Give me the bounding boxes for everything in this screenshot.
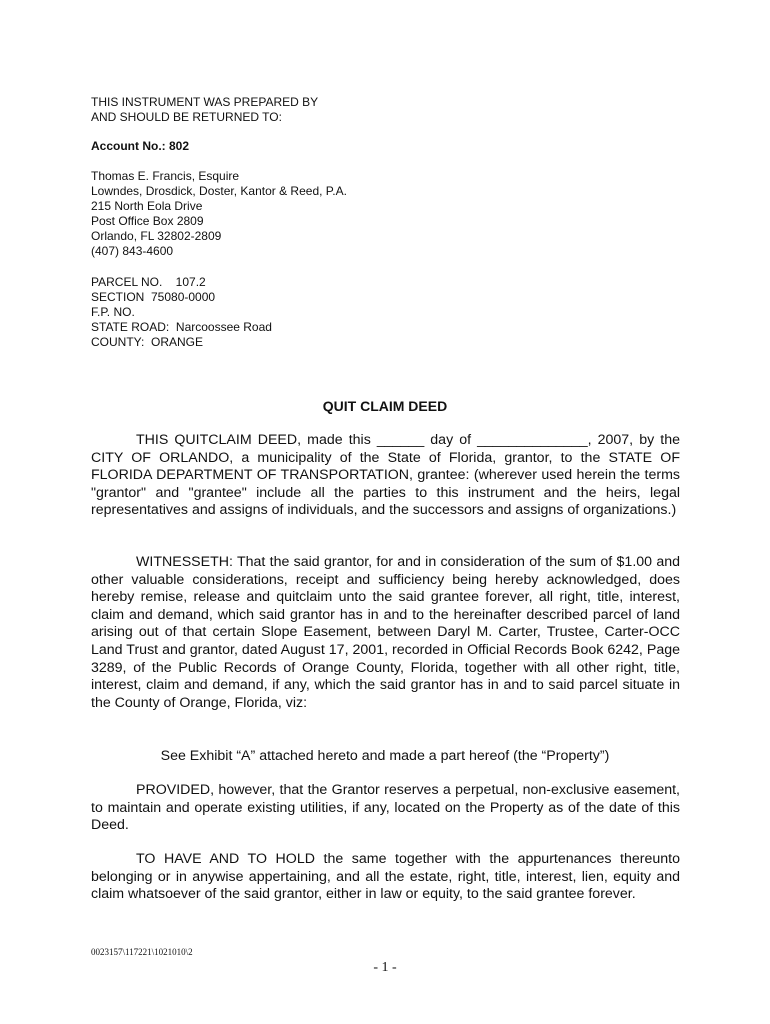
- preparer-firm: Lowndes, Drosdick, Doster, Kantor & Reed, P.A.: [91, 184, 347, 198]
- document-id: 0023157\117221\1021010\2: [91, 947, 193, 957]
- provided-text: PROVIDED, however, that the Grantor reserves a perpetual, non-exclusive easement, to maintain and operate existing utilities, if any, located on the Property as of the date of this Deed.: [91, 782, 680, 834]
- exhibit-reference: See Exhibit “A” attached hereto and made a part hereof (the “Property”): [160, 748, 610, 764]
- section-number: SECTION 75080-0000: [91, 290, 216, 304]
- county: COUNTY: ORANGE: [91, 335, 204, 349]
- document-title: QUIT CLAIM DEED: [322, 398, 448, 414]
- parcel-number: PARCEL NO. 107.2: [91, 275, 206, 289]
- page-number: - 1 -: [373, 960, 397, 975]
- parcel-info-block: [91, 275, 272, 350]
- preparer-address-block: [91, 169, 347, 259]
- fp-number: F.P. NO.: [91, 305, 135, 319]
- prepared-by-line2: AND SHOULD BE RETURNED TO:: [91, 110, 282, 124]
- provided-paragraph: [91, 782, 680, 835]
- preparer-name: Thomas E. Francis, Esquire: [91, 169, 240, 183]
- witnesseth-text: WITNESSETH: That the said grantor, for and in consideration of the sum of $1.00 and other valuable considerations, receipt and sufficiency being hereby acknowledged, does hereby remise, release and quitclaim unto the said grantee forever, all right, title, interest, claim and demand, which said grantor has in and to the hereinafter described parcel of land arising out of that certain Slope Easement, between Daryl M. Carter, Trustee, Carter-OCC Land Trust and grantor, dated August 17, 2001, recorded in Official Records Book 6242, Page 3289, of the Public Records of Orange County, Florida, together with all other right, title, interest, claim and demand, if any, which the said grantor has in and to said parcel situate in the County of Orange, Florida, viz:: [91, 554, 680, 711]
- preparer-po-box: Post Office Box 2809: [91, 214, 204, 228]
- habendum-paragraph: [91, 851, 680, 904]
- habendum-text: TO HAVE AND TO HOLD the same together with the appurtenances thereunto belonging or in anywise appertaining, and all the estate, right, title, interest, lien, equity and claim whatsoever of the said grantor, either in law or equity, to the said grantee forever.: [91, 851, 680, 903]
- preparer-street: 215 North Eola Drive: [91, 199, 203, 213]
- preparer-city: Orlando, FL 32802-2809: [91, 229, 222, 243]
- intro-paragraph: [91, 432, 680, 520]
- preparer-phone: (407) 843-4600: [91, 244, 174, 258]
- state-road: STATE ROAD: Narcoossee Road: [91, 320, 272, 334]
- witnesseth-paragraph: [91, 554, 680, 712]
- prepared-by-block: [91, 95, 318, 125]
- account-number: Account No.: 802: [91, 139, 190, 153]
- prepared-by-line1: THIS INSTRUMENT WAS PREPARED BY: [91, 95, 319, 109]
- intro-text: THIS QUITCLAIM DEED, made this ______ day of ______________, 2007, by the CITY OF ORLANDO, a municipality of the State of Florida, grantor, to the STATE OF FLORIDA DEPARTMENT OF TRANSPORTATION, grantee: (wherever used herein the terms "grantor" and "grantee" include all the parties to this instrument and the heirs, legal representatives and assigns of individuals, and the successors and assigns of organizations.): [91, 432, 680, 519]
